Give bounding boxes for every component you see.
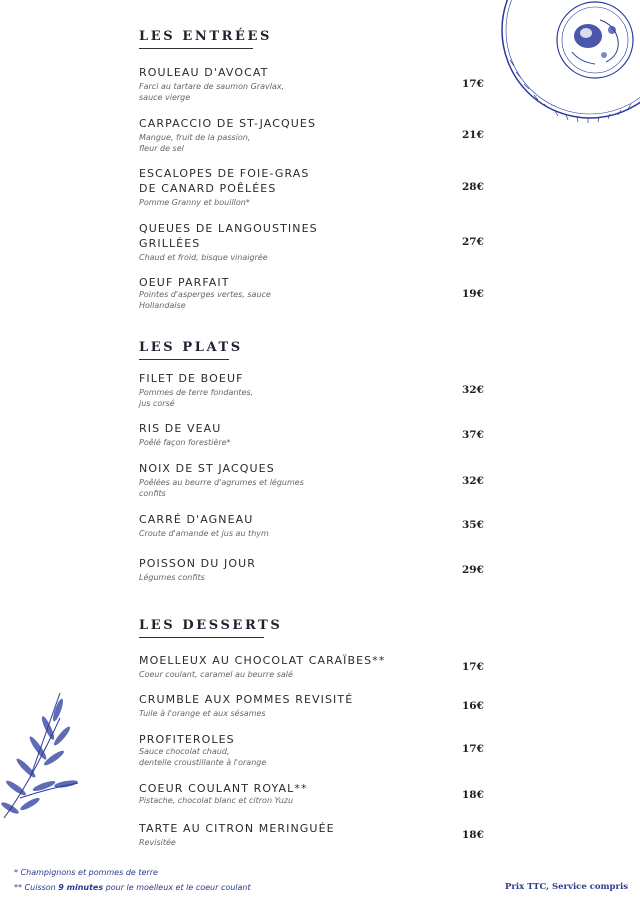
item-description: Pommes de terre fondantes, jus corsé: [139, 388, 254, 408]
menu-item: [139, 556, 479, 584]
item-name: NOIX DE ST JACQUES: [139, 462, 275, 475]
menu-item: [139, 821, 479, 849]
item-price: 17€: [462, 78, 484, 90]
item-description: Poêlées au beurre d'agrumes et légumes confits: [139, 478, 304, 498]
item-name: CRUMBLE AUX POMMES REVISITÉ: [139, 693, 354, 706]
item-price: 35€: [462, 519, 484, 531]
section-title-plats: LES PLATS: [139, 340, 243, 355]
olive-branch-icon: [0, 688, 100, 828]
item-price: 32€: [462, 475, 484, 487]
item-price: 16€: [462, 700, 484, 712]
menu-item: [139, 116, 479, 154]
item-name: MOELLEUX AU CHOCOLAT CARAÏBES**: [139, 654, 386, 667]
item-description: Poêlé façon forestière*: [139, 438, 231, 447]
item-description: Croute d'amande et jus au thym: [139, 529, 269, 538]
menu-item: [139, 512, 479, 540]
item-description: Mangue, fruit de la passion, fleur de sel: [139, 133, 251, 153]
item-name: TARTE AU CITRON MERINGUÉE: [139, 822, 335, 835]
plate-illustration-icon: [500, 0, 640, 140]
item-description: Tuile à l'orange et aux sésames: [139, 709, 266, 718]
item-description: Sauce chocolat chaud, dentelle croustillante à l'orange: [139, 747, 267, 767]
section-title-entrees: LES ENTRÉES: [139, 29, 273, 44]
menu-item: [139, 461, 479, 499]
menu-item: [139, 421, 479, 449]
item-name: OEUF PARFAIT: [139, 276, 230, 289]
item-description: Pointes d'asperges vertes, sauce Hollandaise: [139, 290, 271, 310]
item-description: Chaud et froid, bisque vinaigrée: [139, 253, 268, 262]
item-name: ESCALOPES DE FOIE-GRAS DE CANARD POÊLÉES: [139, 167, 310, 195]
item-price: 29€: [462, 564, 484, 576]
section-rule-plats: [139, 359, 229, 360]
menu-item: [139, 221, 479, 264]
footnote-double-star: ** Cuisson 9 minutes pour le moelleux et le coeur coulant: [14, 883, 251, 892]
item-name: ROULEAU D'AVOCAT: [139, 66, 269, 79]
section-rule-desserts: [139, 637, 264, 638]
item-price: 32€: [462, 384, 484, 396]
menu-item: [139, 166, 479, 209]
item-name: PROFITEROLES: [139, 733, 235, 746]
item-price: 27€: [462, 236, 484, 248]
item-name: POISSON DU JOUR: [139, 557, 256, 570]
menu-item: [139, 65, 479, 103]
item-name: RIS DE VEAU: [139, 422, 222, 435]
section-title-desserts: LES DESSERTS: [139, 618, 283, 633]
price-note: Prix TTC, Service compris: [504, 882, 628, 892]
item-description: Pistache, chocolat blanc et citron Yuzu: [139, 796, 294, 805]
item-description: Farci au tartare de saumon Gravlax, sauce vierge: [139, 82, 285, 102]
item-price: 17€: [462, 661, 484, 673]
item-description: Revisitée: [139, 838, 176, 847]
item-description: Coeur coulant, caramel au beurre salé: [139, 670, 293, 679]
item-price: 18€: [462, 789, 484, 801]
footnote-single-star: * Champignons et pommes de terre: [14, 868, 158, 877]
item-price: 28€: [462, 181, 484, 193]
menu-item: [139, 692, 479, 720]
item-price: 18€: [462, 829, 484, 841]
menu-item: [139, 275, 479, 311]
menu-item: [139, 653, 479, 681]
item-price: 37€: [462, 429, 484, 441]
item-name: FILET DE BOEUF: [139, 372, 244, 385]
item-name: COEUR COULANT ROYAL**: [139, 782, 308, 795]
item-price: 21€: [462, 129, 484, 141]
item-description: Légumes confits: [139, 573, 205, 582]
item-name: QUEUES DE LANGOUSTINES GRILLÉES: [139, 222, 318, 250]
menu-item: [139, 732, 479, 768]
menu-item: [139, 371, 479, 409]
item-description: Pomme Granny et bouillon*: [139, 198, 250, 207]
item-name: CARPACCIO DE ST-JACQUES: [139, 117, 317, 130]
item-price: 19€: [462, 288, 484, 300]
item-name: CARRÉ D'AGNEAU: [139, 513, 254, 526]
menu-item: [139, 781, 479, 807]
item-price: 17€: [462, 743, 484, 755]
section-rule-entrees: [139, 48, 253, 49]
